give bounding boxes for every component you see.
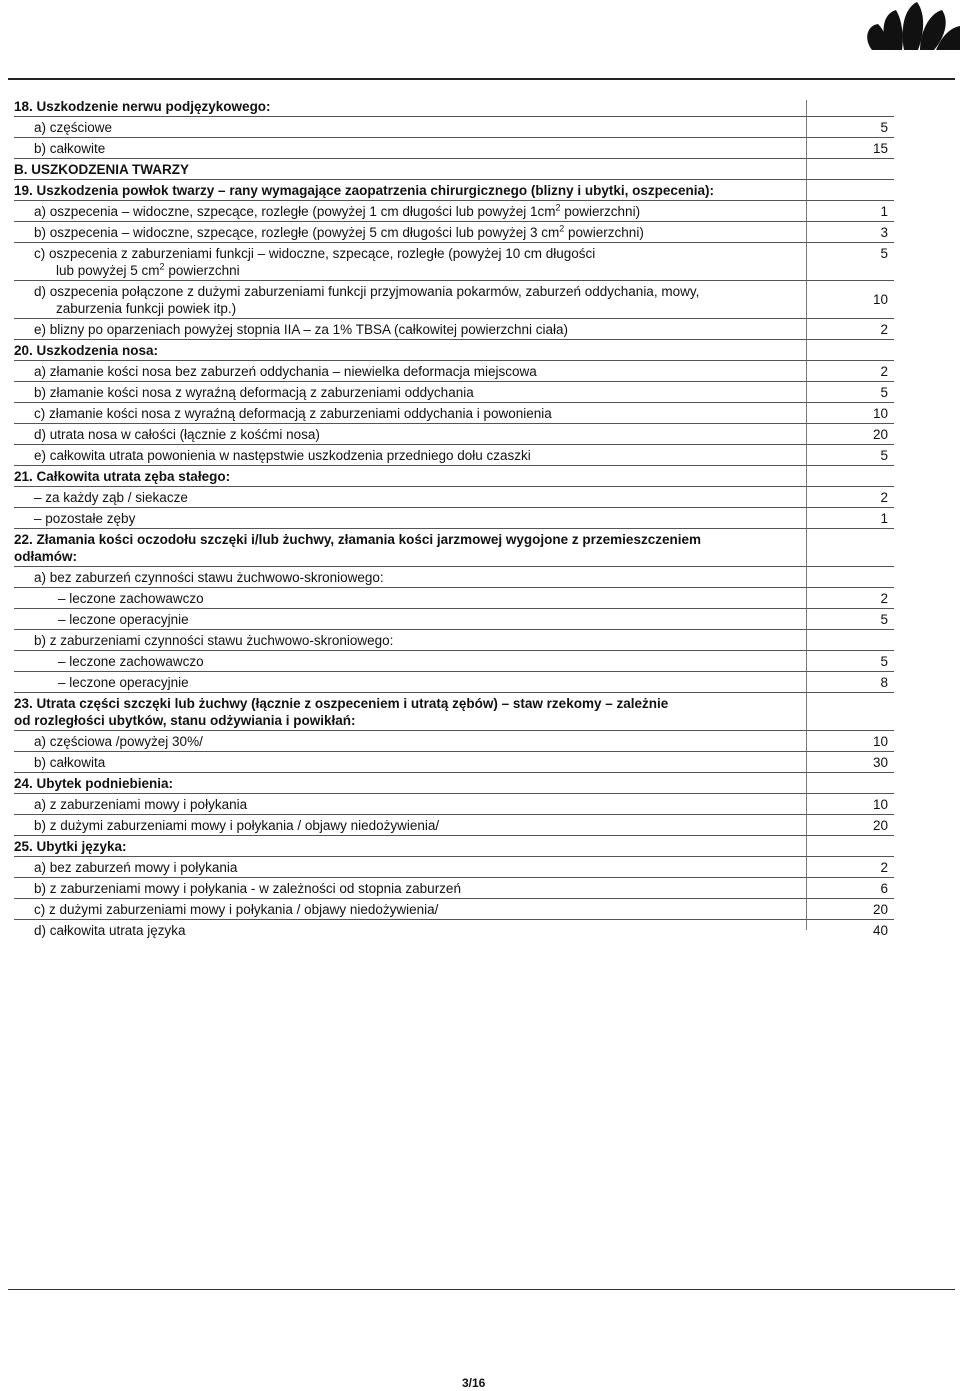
row-description: – leczone zachowawczo	[58, 653, 204, 669]
row-description: a) częściowa /powyżej 30%/	[34, 733, 203, 749]
section-heading-row	[14, 466, 894, 487]
table-row	[14, 319, 894, 340]
row-description: – za każdy ząb / siekacze	[34, 489, 188, 505]
row-description: c) z dużymi zaburzeniami mowy i połykania / objawy niedożywienia/	[34, 901, 439, 917]
row-value: 40	[872, 922, 888, 938]
row-description: a) oszpecenia – widoczne, szpecące, rozległe (powyżej 1 cm długości lub powyżej $1cm^2$ powierzchni)	[34, 202, 641, 219]
table-row	[14, 752, 894, 773]
table-row	[14, 567, 894, 588]
page-number: 3/16	[462, 1376, 486, 1390]
row-value: 1	[880, 510, 888, 526]
table-row	[14, 382, 894, 403]
table-row	[14, 815, 894, 836]
row-value: 2	[880, 321, 888, 337]
row-description: – pozostałe zęby	[34, 510, 136, 526]
row-value: 5	[880, 245, 888, 261]
row-value: 20	[872, 901, 888, 917]
row-value: 2	[880, 859, 888, 875]
row-description: a) bez zaburzeń czynności stawu żuchwowo-skroniowego:	[34, 569, 384, 585]
row-value: 3	[880, 224, 888, 240]
row-description: b) całkowita	[34, 754, 106, 770]
row-description: 24. Ubytek podniebienia:	[14, 775, 174, 791]
row-description: – leczone zachowawczo	[58, 590, 204, 606]
table-row	[14, 878, 894, 899]
row-value: 10	[872, 733, 888, 749]
top-rule	[8, 78, 955, 80]
table-row	[14, 403, 894, 424]
row-description: a) z zaburzeniami mowy i połykania	[34, 796, 248, 812]
row-description-continued: zaburzenia funkcji powiek itp.)	[56, 300, 237, 316]
section-heading-row	[14, 340, 894, 361]
row-value: 1	[880, 203, 888, 219]
section-heading-row	[14, 180, 894, 201]
section-heading-row	[14, 693, 894, 731]
row-description: d) całkowita utrata języka	[34, 922, 186, 938]
row-value: 5	[880, 384, 888, 400]
row-description: b) z zaburzeniami mowy i połykania - w zależności od stopnia zaburzeń	[34, 880, 461, 896]
row-description: e) blizny po oparzeniach powyżej stopnia IIA – za 1% TBSA (całkowitej powierzchni ciała)	[34, 321, 569, 337]
section-heading-row	[14, 836, 894, 857]
row-description: 23. Utrata części szczęki lub żuchwy (łącznie z oszpeceniem i utratą zębów) – staw rzekomy – zależnie od rozległości ubytków, stanu odżywiania i powikłań:	[14, 695, 669, 728]
table-row	[14, 920, 894, 940]
row-value: 5	[880, 611, 888, 627]
table-row	[14, 222, 894, 243]
peacock-logo-icon	[862, 0, 960, 52]
row-value: 10	[872, 405, 888, 421]
table-row	[14, 424, 894, 445]
section-heading-row	[14, 773, 894, 794]
row-description: 19. Uszkodzenia powłok twarzy – rany wymagające zaopatrzenia chirurgicznego (blizny i ubytki, oszpecenia):	[14, 182, 714, 198]
row-value: 2	[880, 489, 888, 505]
table-row	[14, 361, 894, 382]
table-row	[14, 138, 894, 159]
row-value: 8	[880, 674, 888, 690]
table-row	[14, 117, 894, 138]
section-heading-row	[14, 159, 894, 180]
row-value: 30	[872, 754, 888, 770]
table-row	[14, 630, 894, 651]
row-description: a) bez zaburzeń mowy i połykania	[34, 859, 238, 875]
table-row	[14, 508, 894, 529]
table-row	[14, 243, 894, 281]
row-description: d) utrata nosa w całości (łącznie z kośćmi nosa)	[34, 426, 320, 442]
row-description: c) oszpecenia z zaburzeniami funkcji – widoczne, szpecące, rozległe (powyżej 10 cm długości lub powyżej 5 $cm^2$ powierzchni	[34, 245, 596, 278]
row-description: d) oszpecenia połączone z dużymi zaburzeniami funkcji przyjmowania pokarmów, zaburzeń oddychania, mowy, zaburzenia funkcji powiek itp.)	[34, 283, 700, 316]
row-description: B. USZKODZENIA TWARZY	[14, 161, 189, 177]
row-value: 10	[872, 292, 888, 307]
row-description: c) złamanie kości nosa z wyraźną deformacją z zaburzeniami oddychania i powonienia	[34, 405, 552, 421]
row-description: b) całkowite	[34, 140, 106, 156]
row-description: – leczone operacyjnie	[58, 611, 189, 627]
row-description: 20. Uszkodzenia nosa:	[14, 342, 159, 358]
row-value: 5	[880, 119, 888, 135]
table-row	[14, 672, 894, 693]
table-row	[14, 609, 894, 630]
row-description: b) oszpecenia – widoczne, szpecące, rozległe (powyżej 5 cm długości lub powyżej 3 $cm^2$ powierzchni)	[34, 223, 644, 240]
table-row	[14, 487, 894, 508]
section-heading-row	[14, 529, 894, 567]
row-description: b) z zaburzeniami czynności stawu żuchwowo-skroniowego:	[34, 632, 394, 648]
row-description: b) z dużymi zaburzeniami mowy i połykania / objawy niedożywienia/	[34, 817, 440, 833]
table-row	[14, 445, 894, 466]
table-row	[14, 899, 894, 920]
bottom-rule	[8, 1289, 955, 1290]
table-row	[14, 731, 894, 752]
row-description-continued: lub powyżej 5 $cm^2$ powierzchni	[56, 261, 240, 278]
row-description: 25. Ubytki języka:	[14, 838, 127, 854]
row-description-continued: odłamów:	[14, 548, 77, 564]
row-description-continued: od rozległości ubytków, stanu odżywiania i powikłań:	[14, 712, 356, 728]
row-value: 15	[872, 140, 888, 156]
injury-table	[14, 96, 894, 940]
row-description: 21. Całkowita utrata zęba stałego:	[14, 468, 231, 484]
table-row	[14, 588, 894, 609]
row-description: a) częściowe	[34, 119, 113, 135]
row-value: 6	[880, 880, 888, 896]
row-value: 2	[880, 363, 888, 379]
row-value: 5	[880, 653, 888, 669]
table-row	[14, 857, 894, 878]
row-value: 5	[880, 447, 888, 463]
row-description: a) złamanie kości nosa bez zaburzeń oddychania – niewielka deformacja miejscowa	[34, 363, 537, 379]
row-value: 2	[880, 590, 888, 606]
table-row	[14, 794, 894, 815]
table-row	[14, 281, 894, 319]
row-description: – leczone operacyjnie	[58, 674, 189, 690]
row-description: 18. Uszkodzenie nerwu podjęzykowego:	[14, 98, 271, 114]
row-value: 20	[872, 817, 888, 833]
table-row	[14, 201, 894, 222]
row-value: 10	[872, 796, 888, 812]
row-description: 22. Złamania kości oczodołu szczęki i/lub żuchwy, złamania kości jarzmowej wygojone z przemieszczeniem odłamów:	[14, 531, 701, 564]
row-description: e) całkowita utrata powonienia w następstwie uszkodzenia przedniego dołu czaszki	[34, 447, 531, 463]
table-row	[14, 651, 894, 672]
section-heading-row	[14, 96, 894, 117]
row-description: b) złamanie kości nosa z wyraźną deformacją z zaburzeniami oddychania	[34, 384, 474, 400]
row-value: 20	[872, 426, 888, 442]
